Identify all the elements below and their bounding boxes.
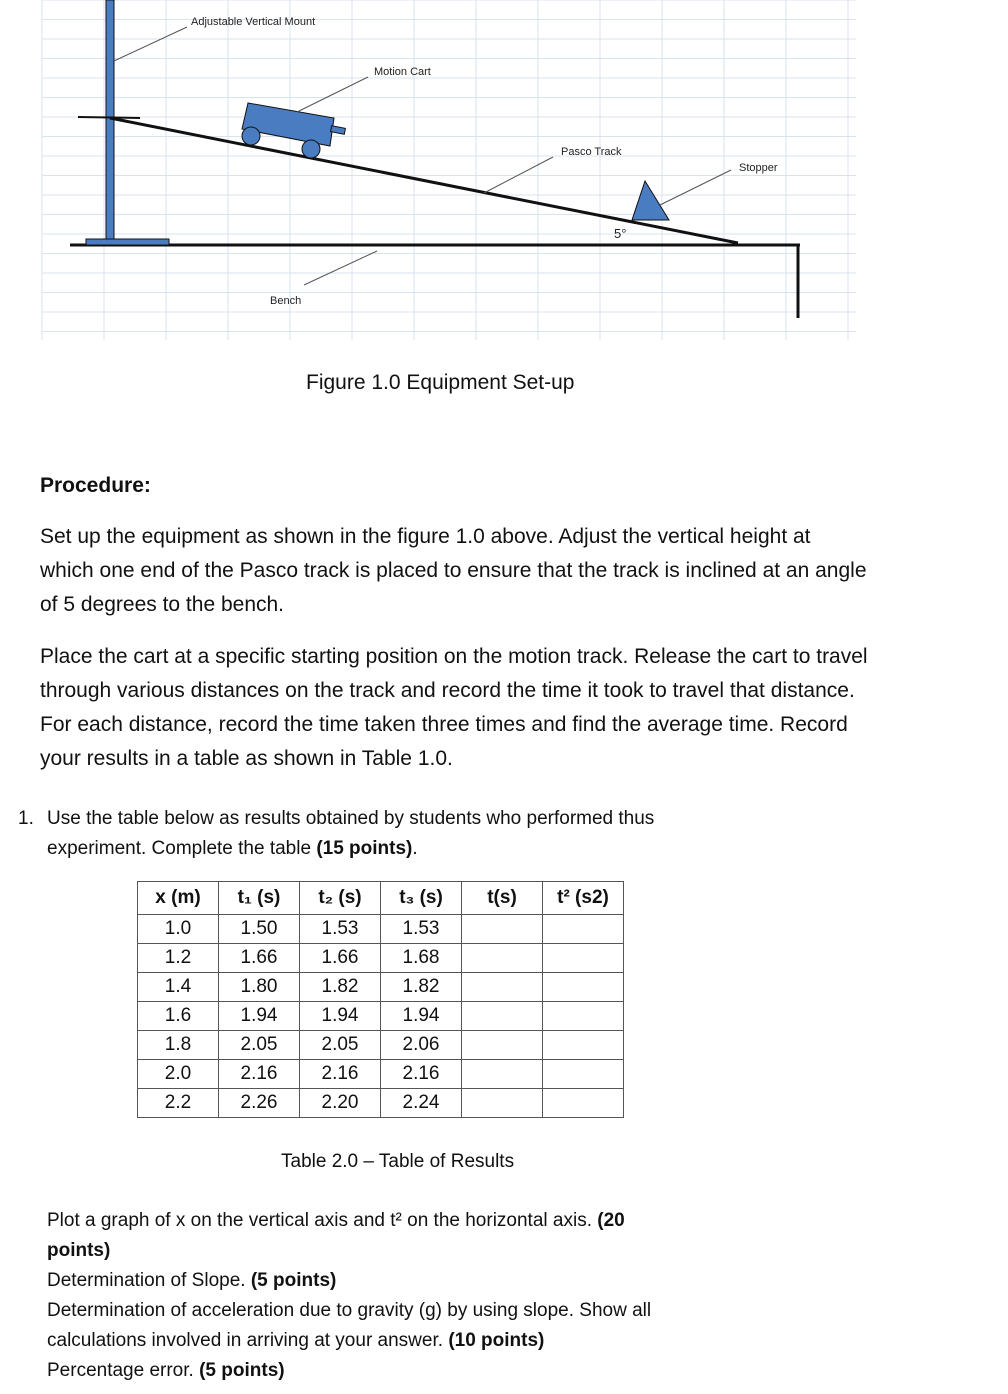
question-end: . <box>412 838 418 859</box>
table-row <box>138 1002 624 1031</box>
table-cell: 1.94 <box>381 1002 462 1031</box>
table-cell <box>543 944 624 973</box>
header-t-avg: t(s) <box>462 882 543 915</box>
table-cell: 1.94 <box>300 1002 381 1031</box>
task-slope <box>47 1266 807 1296</box>
table-cell <box>543 1060 624 1089</box>
table-header-row <box>138 882 624 915</box>
table-row <box>138 973 624 1002</box>
table-cell: 2.05 <box>219 1031 300 1060</box>
table-cell <box>462 1060 543 1089</box>
label-cart: Motion Cart <box>374 66 431 78</box>
question-line-1: Use the table below as results obtained by students who performed thus <box>47 808 655 829</box>
procedure-paragraph-2: Place the cart at a specific starting position on the motion track. Release the cart to travel through various distances on the track and record the time it took to travel that distance. For each distance, record the time taken three times and find the average time. Record your results in a table as shown in Table 1.0. <box>40 645 868 770</box>
table-cell: 2.16 <box>300 1060 381 1089</box>
table-cell <box>462 1002 543 1031</box>
table-cell: 2.06 <box>381 1031 462 1060</box>
table-cell: 1.68 <box>381 944 462 973</box>
stopper <box>632 181 669 220</box>
question-points: (15 points) <box>316 838 413 859</box>
table-cell <box>462 944 543 973</box>
table-cell: 2.0 <box>138 1060 219 1089</box>
task-gravity: Determination of acceleration due to gravity (g) by using slope. Show all <box>47 1300 652 1321</box>
header-x: x (m) <box>138 882 219 915</box>
question-line-2-text: experiment. Complete the table <box>47 838 317 859</box>
task-gravity-text: calculations involved in arriving at your answer. <box>47 1330 449 1351</box>
task-plot-points: (20 <box>597 1210 625 1231</box>
table-row <box>138 1089 624 1118</box>
equipment-setup-figure <box>0 0 1008 350</box>
table-cell: 1.4 <box>138 973 219 1002</box>
task-error-points: (5 points) <box>199 1360 285 1381</box>
task-slope-text: Determination of Slope. <box>47 1270 251 1291</box>
task-plot-text: Plot a graph of x on the vertical axis and t² on the horizontal axis. <box>47 1210 598 1231</box>
table-cell: 2.05 <box>300 1031 381 1060</box>
table-cell <box>462 1089 543 1118</box>
table-cell <box>543 1089 624 1118</box>
table-cell: 2.16 <box>381 1060 462 1089</box>
question-number: 1. <box>18 808 34 829</box>
table-cell: 1.94 <box>219 1002 300 1031</box>
task-error <box>47 1356 807 1386</box>
table-cell <box>462 915 543 944</box>
table-cell <box>543 973 624 1002</box>
bench <box>70 245 800 318</box>
table-cell: 1.6 <box>138 1002 219 1031</box>
task-plot <box>47 1206 807 1236</box>
table-cell <box>543 1002 624 1031</box>
table-row <box>138 915 624 944</box>
label-bench: Bench <box>270 295 302 307</box>
task-slope-points: (5 points) <box>250 1270 337 1291</box>
task-list <box>47 1206 807 1386</box>
figure-grid <box>42 0 856 340</box>
table-cell: 1.82 <box>300 973 381 1002</box>
label-angle: 5° <box>614 226 627 241</box>
table-cell: 2.24 <box>381 1089 462 1118</box>
header-t1: t₁ (s) <box>219 882 300 915</box>
table-cell: 2.26 <box>219 1089 300 1118</box>
table-cell: 1.2 <box>138 944 219 973</box>
task-plot-points-2: points) <box>47 1240 111 1261</box>
question-line-2 <box>47 834 807 864</box>
table-cell: 2.20 <box>300 1089 381 1118</box>
table-cell: 1.66 <box>300 944 381 973</box>
table-cell: 1.50 <box>219 915 300 944</box>
procedure-paragraph-1: Set up the equipment as shown in the figure 1.0 above. Adjust the vertical height at which one end of the Pasco track is placed to ensure that the track is inclined at an angle of 5 degrees to the bench. <box>40 525 867 616</box>
table-cell: 1.66 <box>219 944 300 973</box>
label-track: Pasco Track <box>561 146 622 158</box>
table-caption: Table 2.0 – Table of Results <box>281 1151 515 1172</box>
question-text <box>47 804 807 864</box>
header-t2: t₂ (s) <box>300 882 381 915</box>
procedure-heading: Procedure: <box>40 474 151 497</box>
table-cell: 1.82 <box>381 973 462 1002</box>
task-gravity-cont <box>47 1326 807 1356</box>
header-t-squared: t² (s2) <box>543 882 624 915</box>
results-table <box>137 881 624 1118</box>
label-stopper: Stopper <box>739 162 778 174</box>
table-cell: 2.2 <box>138 1089 219 1118</box>
table-cell <box>543 1031 624 1060</box>
motion-cart <box>242 103 345 158</box>
table-cell: 1.0 <box>138 915 219 944</box>
adjustable-vertical-mount <box>78 0 169 245</box>
table-row <box>138 1031 624 1060</box>
table-cell <box>543 915 624 944</box>
task-plot-cont <box>47 1236 807 1266</box>
task-gravity-points: (10 points) <box>448 1330 545 1351</box>
table-cell <box>462 1031 543 1060</box>
table-cell <box>462 973 543 1002</box>
table-cell: 1.8 <box>138 1031 219 1060</box>
label-mount: Adjustable Vertical Mount <box>191 16 316 28</box>
table-cell: 2.16 <box>219 1060 300 1089</box>
figure-caption: Figure 1.0 Equipment Set-up <box>306 371 575 394</box>
table-cell: 1.53 <box>300 915 381 944</box>
table-row <box>138 944 624 973</box>
table-cell: 1.53 <box>381 915 462 944</box>
task-error-text: Percentage error. <box>47 1360 200 1381</box>
table-cell: 1.80 <box>219 973 300 1002</box>
header-t3: t₃ (s) <box>381 882 462 915</box>
table-row <box>138 1060 624 1089</box>
